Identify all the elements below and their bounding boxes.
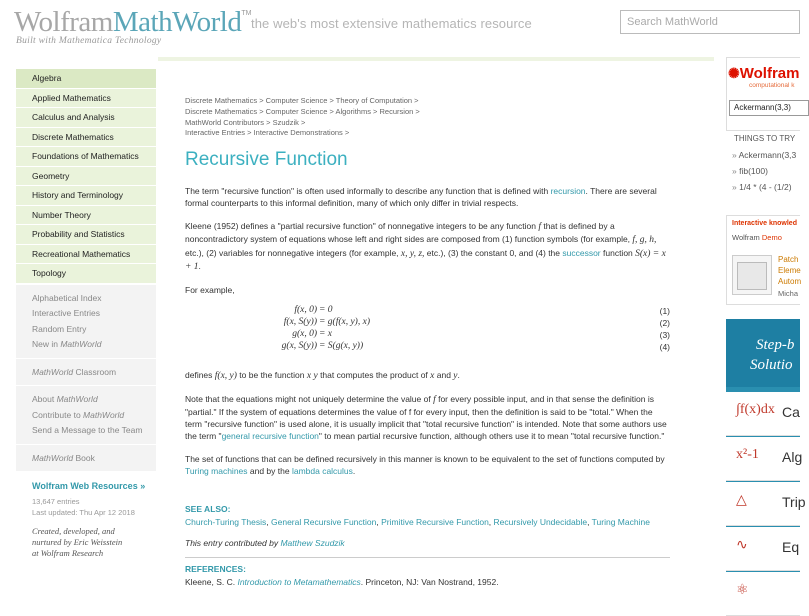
math-inline: f — [433, 394, 436, 405]
breadcrumb-separator: > — [412, 96, 419, 105]
sidebar-section-browse — [16, 285, 156, 358]
breadcrumb — [185, 96, 670, 139]
separator: , — [488, 516, 494, 527]
main-content — [158, 57, 714, 588]
site-tagline: the web's most extensive mathematics resource — [251, 16, 532, 31]
link-turing-machines[interactable]: Turing machines — [185, 466, 248, 477]
sidebar-category-number-theory[interactable]: Number Theory — [16, 206, 156, 226]
sidebar-section-about — [16, 386, 156, 444]
math-inline: S(x) = x + 1 — [185, 248, 666, 272]
text: . — [457, 369, 460, 380]
mathworld-logo[interactable] — [14, 6, 251, 39]
see-also-link[interactable]: General Recursive Function — [271, 516, 377, 527]
right-column — [726, 57, 806, 598]
link-text: New in — [32, 339, 61, 349]
topic-icon: ⚛ — [736, 583, 749, 598]
sidebar-category-foundations-of-mathematics[interactable]: Foundations of Mathematics — [16, 147, 156, 167]
equation-number: (3) — [659, 329, 670, 340]
logo-subtitle: Built with Mathematica Technology — [16, 36, 162, 46]
search-input[interactable]: Search MathWorld — [620, 10, 800, 34]
references-heading: REFERENCES: — [185, 563, 246, 574]
banner-title-line: Step-b — [756, 337, 795, 353]
topic-icon: x²-1 — [736, 447, 759, 462]
breadcrumb-separator: > — [370, 106, 380, 116]
link-general-recursive-function[interactable]: general recursive function — [221, 431, 319, 442]
breadcrumb-separator: > — [298, 117, 306, 127]
see-also-list — [185, 516, 670, 528]
topic-label: Eq — [782, 539, 800, 555]
separator: , — [266, 516, 271, 527]
text: function — [600, 247, 636, 258]
demonstrations-heading: Interactive knowled — [732, 220, 797, 227]
breadcrumb-line — [185, 128, 670, 139]
sidebar-category-geometry[interactable]: Geometry — [16, 167, 156, 187]
entry-count: 13,647 entries — [32, 497, 80, 506]
for-example-text: For example, — [185, 284, 235, 295]
breadcrumb-link[interactable]: Theory of Computation — [335, 96, 413, 105]
link-demonstrations[interactable]: Demo — [761, 233, 782, 242]
breadcrumb-line — [185, 107, 670, 118]
text: and — [434, 369, 454, 380]
try-item[interactable] — [732, 182, 792, 192]
topic-icon: ∫f(x)dx — [736, 402, 775, 417]
logo-mathworld-text: MathWorld — [112, 6, 242, 38]
equation-number: (4) — [659, 341, 670, 352]
credit-line: Created, developed, and — [32, 526, 115, 536]
link-contributor[interactable]: Matthew Szudzik — [280, 537, 345, 548]
text: 1/4 * (4 - (1/2) — [739, 182, 792, 192]
bullet-icon: » — [732, 166, 740, 176]
text: The set of functions that can be defined recursively in this manner is known to be equivalent to the set of functions computed by — [185, 454, 665, 465]
text: defines — [185, 369, 215, 380]
logo-text: Wolfram — [739, 65, 800, 82]
sidebar-link-book[interactable] — [32, 451, 156, 467]
sidebar-category-topology[interactable]: Topology — [16, 264, 156, 284]
sidebar-link-new-in-mathworld[interactable] — [32, 337, 156, 353]
credit-line: at Wolfram Research — [32, 548, 104, 558]
breadcrumb-link[interactable]: Discrete Mathematics — [185, 106, 258, 116]
text: Kleene, S. C. — [185, 576, 238, 587]
topic-label: Ca — [782, 404, 800, 420]
site-meta — [16, 497, 156, 518]
wolfram-resources-link[interactable]: Wolfram Web Resources » — [32, 481, 146, 491]
wolfram-star-icon: ✺ — [728, 65, 740, 81]
text: . — [198, 260, 201, 271]
wolfram-alpha-logo[interactable] — [728, 65, 799, 82]
text: Wolfram — [732, 233, 762, 242]
link-reference-title[interactable]: Introduction to Metamathematics — [237, 576, 361, 587]
step-by-step-item[interactable] — [726, 572, 800, 616]
math-inline: x y — [306, 370, 318, 381]
breadcrumb-link[interactable]: Algorithms — [335, 106, 371, 116]
sidebar-link-classroom[interactable] — [32, 365, 156, 381]
breadcrumb-separator: > — [327, 96, 336, 105]
topic-icon: △ — [736, 493, 747, 508]
breadcrumb-separator: > — [342, 128, 350, 138]
page-title: Recursive Function — [185, 149, 348, 171]
link-text: Classroom — [73, 366, 117, 377]
equation-rhs: = g(f(x, y), x) — [319, 316, 370, 327]
sidebar-section-book — [16, 445, 156, 472]
site-credit — [16, 526, 156, 559]
step-by-step-item[interactable] — [726, 482, 806, 526]
see-also-link[interactable]: Recursively Undecidable — [493, 516, 588, 527]
link-text-italic: MathWorld — [32, 452, 74, 463]
things-to-try-heading: THINGS TO TRY — [734, 134, 796, 143]
see-also-heading: SEE ALSO: — [185, 503, 231, 514]
sidebar-link-random-entry[interactable]: Random Entry — [32, 323, 87, 334]
breadcrumb-link[interactable]: Discrete Mathematics — [185, 96, 258, 105]
text: . Princeton, NJ: Van Nostrand, 1952. — [360, 576, 499, 587]
sidebar-link-about[interactable] — [32, 392, 156, 408]
link-text: Book — [73, 452, 95, 463]
breadcrumb-link[interactable]: Computer Science — [265, 96, 328, 105]
text: This entry contributed by — [185, 537, 281, 548]
link-text: Contribute to — [32, 409, 84, 420]
breadcrumb-link[interactable]: Interactive Demonstrations — [253, 128, 343, 138]
article — [185, 96, 670, 588]
link-lambda-calculus[interactable]: lambda calculus — [291, 466, 353, 477]
topic-icon: ∿ — [736, 538, 748, 553]
paragraph-defines — [185, 369, 670, 382]
math-inline: x — [430, 370, 435, 381]
equation-block — [185, 305, 670, 359]
paragraph-kleene — [185, 220, 670, 272]
demonstrations-source — [732, 233, 782, 242]
sidebar-link-alphabetical-index[interactable]: Alphabetical Index — [32, 292, 102, 303]
banner-title-line: Solutio — [750, 357, 793, 373]
breadcrumb-separator: > — [264, 117, 273, 127]
link-successor[interactable]: successor — [562, 247, 601, 258]
sidebar-section-classroom — [16, 359, 156, 386]
sidebar-link-send-message[interactable]: Send a Message to the Team — [32, 425, 143, 435]
breadcrumb-separator: > — [413, 106, 420, 116]
step-by-step-item[interactable] — [726, 527, 800, 571]
breadcrumb-link[interactable]: MathWorld Contributors — [185, 117, 265, 127]
math-inline: f, g, h, — [632, 235, 657, 246]
sidebar-category-algebra[interactable]: Algebra — [16, 69, 156, 89]
wolfram-alpha-subtitle: computational k — [749, 82, 795, 89]
text: etc.), (2) variables for nonnegative integers (for example, — [185, 247, 401, 258]
see-also-link[interactable]: Church-Turing Thesis — [185, 516, 267, 527]
breadcrumb-link[interactable]: Recursion — [379, 106, 414, 116]
topic-label: Trip — [782, 494, 806, 510]
breadcrumb-link[interactable]: Szudzik — [272, 117, 299, 127]
equation-lhs: g(x, S(y)) — [281, 340, 317, 351]
try-item[interactable] — [732, 150, 796, 160]
sidebar-category-history-and-terminology[interactable]: History and Terminology — [16, 186, 156, 206]
demo-title-line[interactable]: Autom — [778, 277, 802, 286]
breadcrumb-separator: > — [327, 106, 336, 116]
text: " to mean partial recursive function, although others use it to mean "total recursive function." — [318, 431, 665, 442]
bullet-icon: » — [732, 182, 740, 192]
paragraph-equivalence — [185, 453, 670, 477]
paragraph-intro — [185, 185, 670, 209]
demo-title-line[interactable]: Eleme — [778, 266, 801, 275]
text: for every possible input, and in that sense the definition is "partial." If the system of equations determines the value of f for every input, then the definition is said to be "total." When the term "recursive function" is used alone, it is usually implicit that "total recursive function" is intended. Note that some authors use the term " — [185, 393, 667, 442]
topic-label: Alg — [782, 449, 803, 465]
equation-rhs: = x — [319, 328, 333, 339]
sidebar-category-probability-and-statistics[interactable]: Probability and Statistics — [16, 225, 156, 245]
credit-line: nurtured by Eric Weisstein — [32, 537, 123, 547]
math-inline: f(x, y) — [214, 370, 237, 381]
equation-lhs: g(x, 0) — [292, 328, 317, 339]
link-text-italic: MathWorld — [32, 366, 74, 377]
left-sidebar — [16, 69, 156, 588]
equation-lhs: f(x, 0) — [294, 304, 317, 315]
logo-wolfram-text: Wolfram — [14, 6, 113, 38]
equation-rhs: = S(g(x, y)) — [319, 340, 364, 351]
see-also-link[interactable]: Primitive Recursive Function — [381, 516, 489, 527]
equation-number: (2) — [659, 317, 670, 328]
text: Note that the equations might not uniquely determine the value of — [185, 393, 434, 404]
step-by-step-item[interactable] — [726, 437, 803, 481]
logo-tm: TM — [241, 10, 252, 17]
site-header — [0, 0, 800, 52]
link-text-italic: MathWorld — [56, 394, 98, 404]
link-text-italic: MathWorld — [83, 409, 125, 420]
sidebar-category-calculus-and-analysis[interactable]: Calculus and Analysis — [16, 108, 156, 128]
breadcrumb-line — [185, 118, 670, 129]
text: that is defined by a noncontradictory system of equations whose left and right sides are composed from (1) function symbols (for example, — [185, 221, 633, 245]
separator: , — [587, 516, 592, 527]
text: etc.), (3) the constant 0, and (4) the — [424, 247, 563, 258]
see-also-link[interactable]: Turing Machine — [591, 516, 650, 527]
contributor-line — [185, 538, 670, 548]
text: Ackermann(3,3 — [738, 150, 797, 160]
link-text-italic: MathWorld — [60, 339, 102, 349]
text: and by the — [247, 466, 292, 477]
breadcrumb-separator: > — [245, 128, 254, 138]
breadcrumb-link[interactable]: Interactive Entries — [185, 128, 246, 138]
equation-number: (1) — [659, 305, 670, 316]
link-text: About — [32, 394, 57, 404]
bullet-icon: » — [732, 150, 739, 160]
try-item[interactable] — [732, 166, 768, 176]
breadcrumb-link[interactable]: Computer Science — [265, 106, 328, 116]
sidebar-category-recreational-mathematics[interactable]: Recreational Mathematics — [16, 245, 156, 265]
text: fib(100) — [739, 166, 768, 176]
demo-author: Micha — [778, 289, 799, 298]
category-list — [16, 69, 156, 284]
text: to be the function — [236, 369, 307, 380]
last-updated: Last updated: Thu Apr 12 2018 — [32, 507, 135, 517]
references-list — [185, 576, 670, 588]
step-by-step-banner[interactable] — [726, 319, 806, 598]
text: . — [352, 466, 356, 477]
breadcrumb-separator: > — [257, 96, 266, 105]
thumbnail-image — [737, 262, 767, 290]
text: Kleene (1952) defines a "partial recursive function" of nonnegative integers to be any function — [185, 221, 539, 232]
sidebar-category-applied-mathematics[interactable]: Applied Mathematics — [16, 89, 156, 109]
math-inline: y — [453, 370, 458, 381]
breadcrumb-separator: > — [257, 106, 266, 116]
divider — [185, 557, 670, 558]
breadcrumb-line — [185, 96, 670, 107]
equation-rhs: = 0 — [319, 304, 333, 315]
math-inline: f — [538, 222, 541, 233]
step-by-step-item[interactable] — [726, 392, 800, 436]
text: that computes the product of — [317, 369, 431, 380]
sidebar-category-discrete-mathematics[interactable]: Discrete Mathematics — [16, 128, 156, 148]
demonstration-thumbnail[interactable] — [732, 255, 772, 295]
sidebar-link-interactive-entries[interactable]: Interactive Entries — [32, 308, 101, 318]
equation-lhs: f(x, S(y)) — [283, 316, 317, 327]
demo-title-line[interactable]: Patch — [778, 255, 799, 264]
link-recursion[interactable]: recursion — [550, 186, 586, 197]
separator: , — [376, 516, 382, 527]
text: . There are several formal counterparts to this informal definition, many of which only differ in trivial respects. — [185, 186, 657, 209]
paragraph-partial — [185, 393, 670, 442]
wolfram-alpha-input[interactable]: Ackermann(3,3) — [729, 100, 809, 116]
text: The term "recursive function" is often used informally to describe any function that is defined with — [185, 186, 551, 197]
math-inline: x, y, z, — [400, 248, 425, 259]
sidebar-link-contribute[interactable] — [32, 408, 156, 424]
